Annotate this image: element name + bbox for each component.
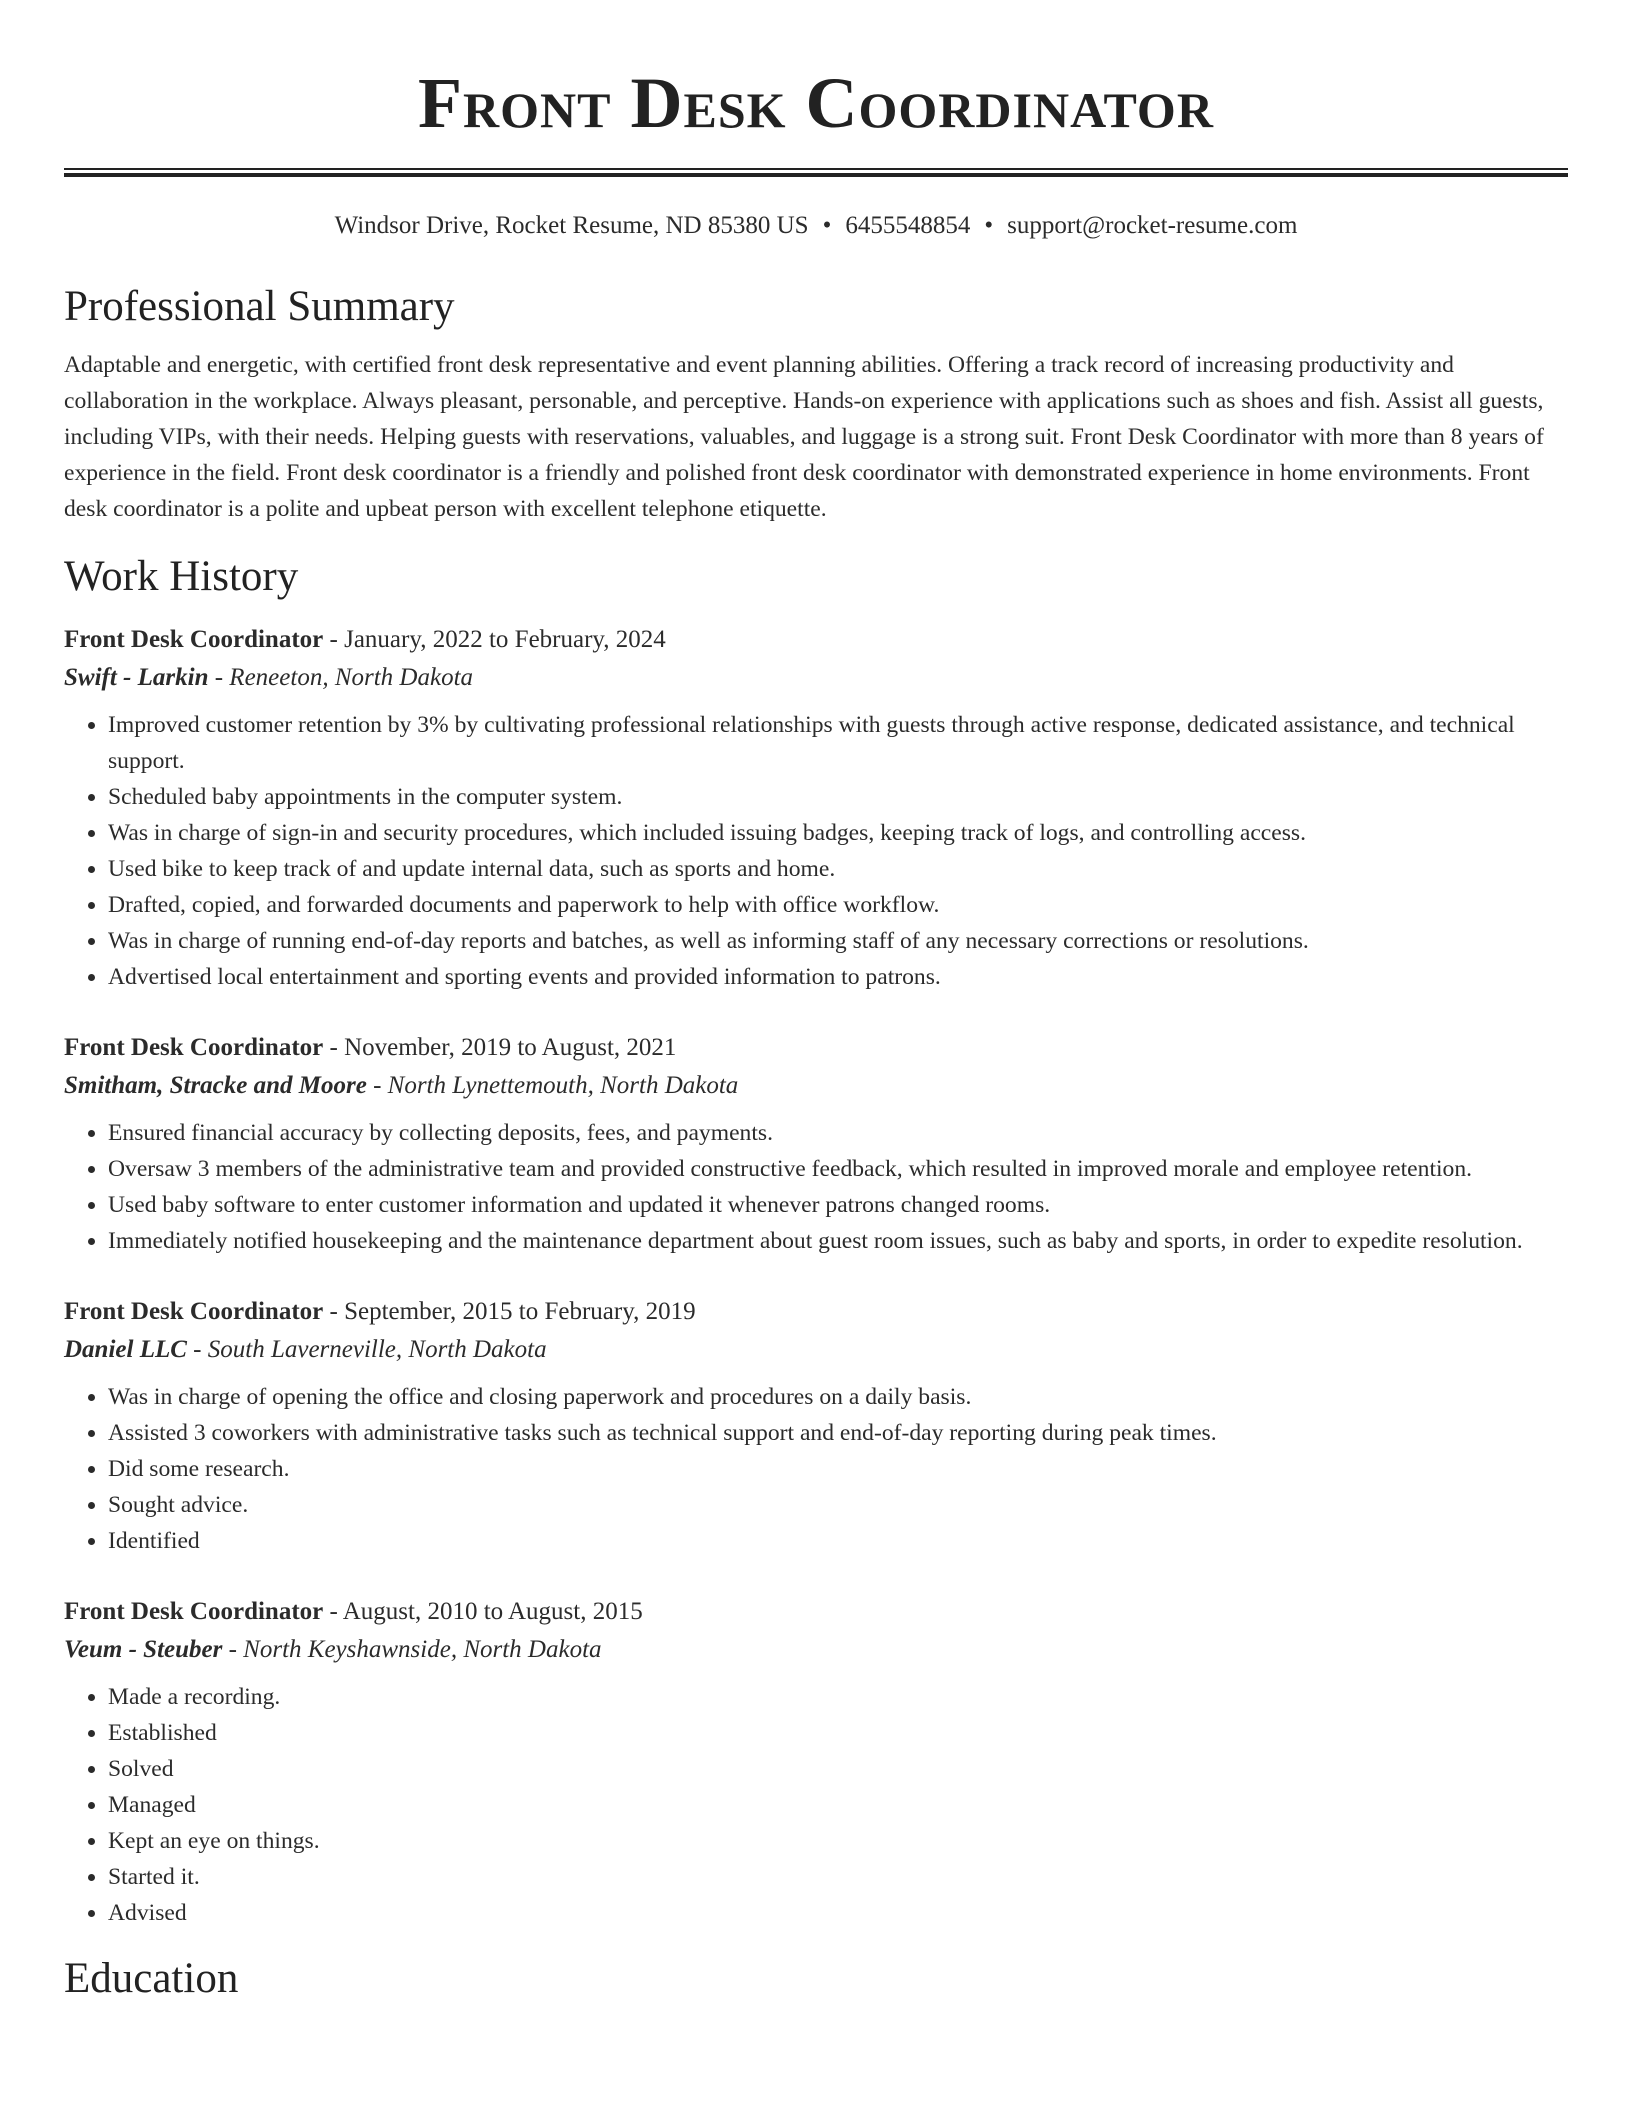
job-bullet: • Established	[108, 1715, 1568, 1751]
job-bullet: • Kept an eye on things.	[108, 1823, 1568, 1859]
job-company-line	[64, 1331, 1568, 1369]
job-dates: - September, 2015 to February, 2019	[323, 1298, 696, 1325]
work-history-heading: Work History	[64, 553, 299, 600]
job-bullet: • Improved customer retention by 3% by cultivating professional relationships with guests through active response, dedicated assistance, and technical support.	[108, 707, 1568, 779]
job-title: Front Desk Coordinator	[64, 1598, 324, 1625]
job-location: - North Keyshawnside, North Dakota	[222, 1636, 602, 1663]
contact-email: support@rocket-resume.com	[1007, 212, 1298, 239]
job-title: Front Desk Coordinator	[64, 626, 324, 653]
job-title: Front Desk Coordinator	[64, 1034, 324, 1061]
job-bullet: • Advised	[108, 1895, 1568, 1931]
job-title-line	[64, 1029, 1568, 1067]
job-bullet: • Solved	[108, 1751, 1568, 1787]
job-location: - North Lynettemouth, North Dakota	[366, 1072, 739, 1099]
job-location: - South Laverneville, North Dakota	[186, 1336, 547, 1363]
job-entry	[64, 621, 1568, 995]
job-company: Veum - Steuber	[64, 1636, 223, 1663]
job-bullet: • Started it.	[108, 1859, 1568, 1895]
job-bullet: • Drafted, copied, and forwarded documents and paperwork to help with office workflow.	[108, 887, 1568, 923]
job-bullet: • Used baby software to enter customer information and updated it whenever patrons changed rooms.	[108, 1187, 1568, 1223]
job-bullet: • Did some research.	[108, 1451, 1568, 1487]
job-entry	[64, 1029, 1568, 1259]
job-title-line	[64, 621, 1568, 659]
summary-heading: Professional Summary	[64, 283, 455, 330]
job-bullet: • Was in charge of opening the office and closing paperwork and procedures on a daily basis.	[108, 1379, 1568, 1415]
page-title: Front Desk Coordinator	[418, 63, 1214, 143]
job-company-line	[64, 1631, 1568, 1669]
job-bullet: • Scheduled baby appointments in the computer system.	[108, 779, 1568, 815]
job-entry	[64, 1293, 1568, 1559]
job-bullet: • Used bike to keep track of and update internal data, such as sports and home.	[108, 851, 1568, 887]
job-bullet: • Assisted 3 coworkers with administrative tasks such as technical support and end-of-day reporting during peak times.	[108, 1415, 1568, 1451]
job-bullet: • Ensured financial accuracy by collecting deposits, fees, and payments.	[108, 1115, 1568, 1151]
job-bullet: • Oversaw 3 members of the administrative team and provided constructive feedback, which resulted in improved morale and employee retention.	[108, 1151, 1568, 1187]
title-divider	[64, 168, 1568, 177]
job-bullet: • Advertised local entertainment and sporting events and provided information to patrons.	[108, 959, 1568, 995]
job-bullet: • Was in charge of running end-of-day reports and batches, as well as informing staff of any necessary corrections or resolutions.	[108, 923, 1568, 959]
education-heading: Education	[64, 1955, 239, 2002]
contact-address: Windsor Drive, Rocket Resume, ND 85380 US	[334, 212, 809, 239]
job-location: - Reneeton, North Dakota	[208, 664, 474, 691]
job-bullet: • Identified	[108, 1523, 1568, 1559]
job-company-line	[64, 1067, 1568, 1105]
contact-separator: •	[984, 212, 994, 239]
job-company: Daniel LLC	[64, 1336, 187, 1363]
job-company: Smitham, Stracke and Moore	[64, 1072, 367, 1099]
contact-phone: 6455548854	[845, 212, 971, 239]
summary-text: Adaptable and energetic, with certified front desk representative and event planning abilities. Offering a track record of increasing productivity and collaboration in the workplace. Always pleasant, personable, and perceptive. Hands-on experience with applications such as shoes and fish. Assist all guests, including VIPs, with their needs. Helping guests with reservations, valuables, and luggage is a strong suit. Front Desk Coordinator with more than 8 years of experience in the field. Front desk coordinator is a friendly and polished front desk coordinator with demonstrated experience in home environments. Front desk coordinator is a polite and upbeat person with excellent telephone etiquette.	[64, 352, 1544, 522]
job-dates: - January, 2022 to February, 2024	[323, 626, 666, 653]
job-dates: - August, 2010 to August, 2015	[323, 1598, 643, 1625]
job-company: Swift - Larkin	[64, 664, 209, 691]
job-bullet: • Managed	[108, 1787, 1568, 1823]
job-bullet: • Immediately notified housekeeping and the maintenance department about guest room issues, such as baby and sports, in order to expedite resolution.	[108, 1223, 1568, 1259]
job-dates: - November, 2019 to August, 2021	[323, 1034, 677, 1061]
job-bullet: • Was in charge of sign-in and security procedures, which included issuing badges, keeping track of logs, and controlling access.	[108, 815, 1568, 851]
job-bullet-list	[64, 1115, 1568, 1259]
job-title: Front Desk Coordinator	[64, 1298, 324, 1325]
job-bullet-list	[64, 1379, 1568, 1559]
job-bullet: • Made a recording.	[108, 1679, 1568, 1715]
contact-line	[64, 209, 1568, 243]
job-title-line	[64, 1593, 1568, 1631]
job-bullet-list	[64, 707, 1568, 995]
work-history-list	[64, 621, 1568, 1931]
job-entry	[64, 1593, 1568, 1931]
job-company-line	[64, 659, 1568, 697]
contact-separator: •	[822, 212, 832, 239]
job-bullet: • Sought advice.	[108, 1487, 1568, 1523]
job-bullet-list	[64, 1679, 1568, 1931]
job-title-line	[64, 1293, 1568, 1331]
